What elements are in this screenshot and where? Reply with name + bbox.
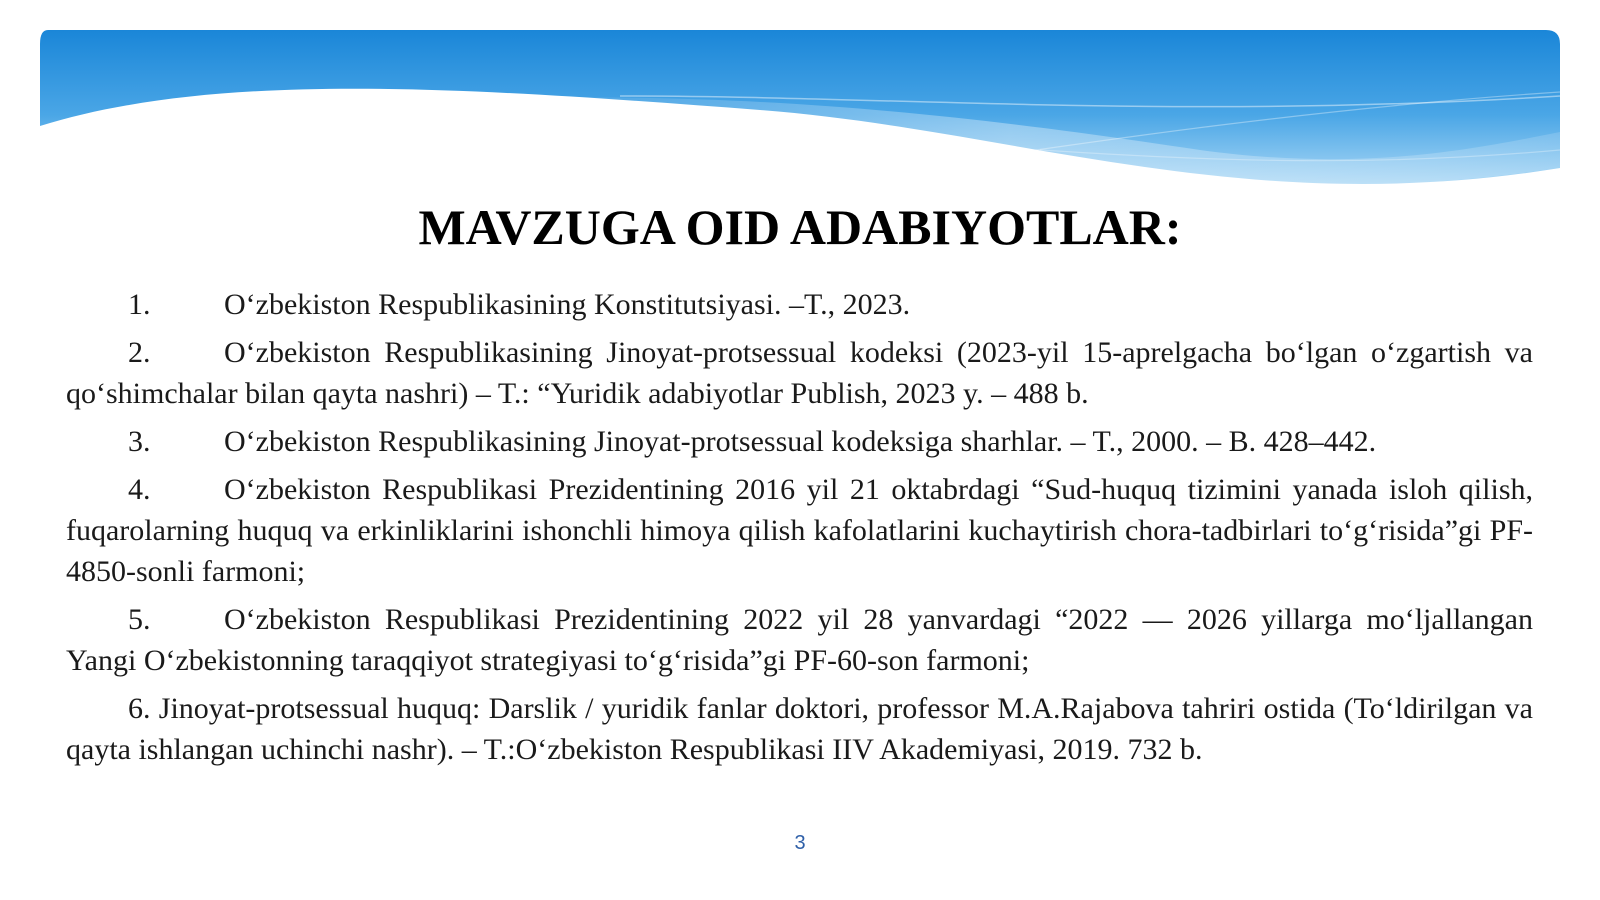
reference-text: O‘zbekiston Respublikasining Jinoyat-protsessual kodeksi (2023-yil 15-aprelgacha bo‘lgan o‘zgartish va qo‘shimchalar bilan qayta nashri) – T.: “Yuridik adabiyotlar Publish, 2023 y. – 488 b. bbox=[66, 336, 1533, 410]
reference-item bbox=[66, 469, 1533, 592]
reference-item bbox=[66, 688, 1533, 770]
reference-text: O‘zbekiston Respublikasi Prezidentining 2016 yil 21 oktabrdagi “Sud-huquq tizimini yanada isloh qilish, fuqarolarning huquq va erkinliklarini ishonchli himoya qilish kafolatlarini kuchaytirish chora-tadbirlari to‘g‘risida”gi PF-4850-sonli farmoni; bbox=[66, 473, 1533, 588]
reference-text: O‘zbekiston Respublikasining Konstitutsiyasi. –T., 2023. bbox=[224, 288, 911, 321]
reference-number: 1. bbox=[128, 288, 151, 321]
reference-item bbox=[66, 599, 1533, 681]
reference-text: O‘zbekiston Respublikasining Jinoyat-protsessual kodeksiga sharhlar. – T., 2000. – B. 428–442. bbox=[224, 425, 1377, 458]
reference-item bbox=[66, 284, 1533, 325]
reference-number: 2. bbox=[128, 336, 151, 369]
reference-text: Jinoyat-protsessual huquq: Darslik / yuridik fanlar doktori, professor M.A.Rajabova tahriri ostida (To‘ldirilgan va qayta ishlangan uchinchi nashr). – T.:O‘zbekiston Respublikasi IIV Akademiyasi, 2019. 732 b. bbox=[66, 692, 1533, 766]
reference-number: 6. bbox=[128, 692, 151, 725]
header-wave-banner bbox=[0, 0, 1600, 220]
page-number: 3 bbox=[794, 832, 806, 854]
reference-number: 3. bbox=[128, 425, 151, 458]
reference-text: O‘zbekiston Respublikasi Prezidentining 2022 yil 28 yanvardagi “2022 — 2026 yillarga mo‘ljallangan Yangi O‘zbekistonning taraqqiyot strategiyasi to‘g‘risida”gi PF-60-son farmoni; bbox=[66, 603, 1533, 677]
reference-item bbox=[66, 332, 1533, 414]
reference-number: 4. bbox=[128, 473, 151, 506]
slide-title: MAVZUGA OID ADABIYOTLAR: bbox=[418, 199, 1182, 255]
reference-number: 5. bbox=[128, 603, 151, 636]
reference-list bbox=[66, 284, 1533, 777]
reference-item bbox=[66, 421, 1533, 462]
